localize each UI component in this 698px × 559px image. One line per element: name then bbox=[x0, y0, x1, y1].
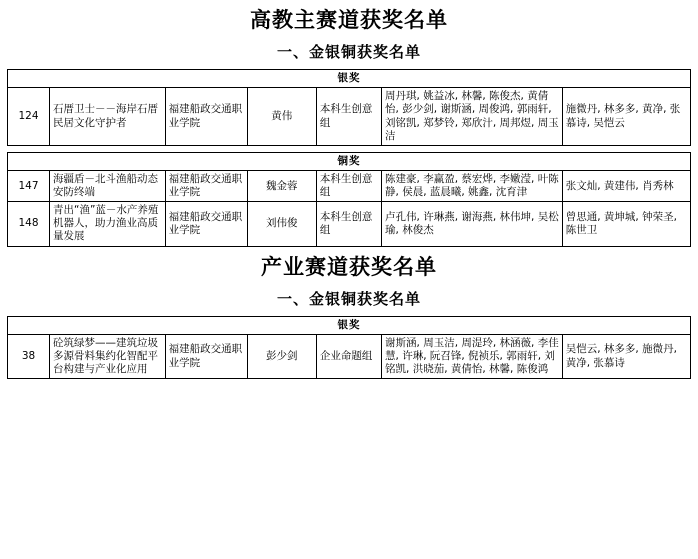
section-subtitle-1: 一、金银铜获奖名单 bbox=[276, 43, 421, 62]
section-subtitle-2: 一、金银铜获奖名单 bbox=[276, 289, 421, 308]
row-group: 企业命题组 bbox=[316, 334, 381, 378]
band-header-row bbox=[8, 70, 691, 88]
table-row bbox=[8, 88, 691, 146]
band-header-row bbox=[8, 316, 691, 334]
row-id: 148 bbox=[8, 202, 50, 246]
row-school: 福建船政交通职业学院 bbox=[165, 202, 247, 246]
section-title-2: 产业赛道获奖名单 bbox=[261, 254, 437, 279]
row-leader: 刘伟俊 bbox=[247, 202, 316, 246]
row-project: 青出“渔”蓝－水产养殖机器人，助力渔业高质量发展 bbox=[50, 202, 166, 246]
row-leader: 魏金蓉 bbox=[247, 170, 316, 201]
document-page bbox=[0, 8, 698, 559]
row-id: 38 bbox=[8, 334, 50, 378]
row-project: 海疆盾－北斗渔船动态安防终端 bbox=[50, 170, 166, 201]
row-members: 陈建豪, 李赢盈, 蔡宏烨, 李嫩滢, 叶陈静, 侯晨, 蓝晨曦, 姚鑫, 沈育津 bbox=[382, 170, 563, 201]
table-row bbox=[8, 202, 691, 246]
row-group: 本科生创意组 bbox=[316, 88, 381, 146]
row-members: 卢孔伟, 许琳燕, 谢海燕, 林伟坤, 吴松瑜, 林俊杰 bbox=[382, 202, 563, 246]
band-header-row bbox=[8, 152, 691, 170]
row-project: 砼筑绿梦——建筑垃圾多源骨料集约化智配平台构建与产业化应用 bbox=[50, 334, 166, 378]
row-members: 周丹琪, 姚益冰, 林馨, 陈俊杰, 黄倩怡, 彭少剑, 谢斯涵, 周俊鸿, 郭雨轩, 刘铭凯, 郑梦铃, 郑欣汁, 周邦煜, 周玉洁 bbox=[382, 88, 563, 146]
row-leader: 黄伟 bbox=[247, 88, 316, 146]
award-table-2 bbox=[7, 152, 691, 247]
row-teachers: 施微丹, 林多多, 黄净, 张慕诗, 吴恺云 bbox=[562, 88, 690, 146]
award-table-1 bbox=[7, 69, 691, 146]
table-row bbox=[8, 170, 691, 201]
band-label-bronze-1: 铜奖 bbox=[8, 152, 691, 170]
band-label-silver-2: 银奖 bbox=[8, 316, 691, 334]
row-members: 谢斯涵, 周玉洁, 周湜玲, 林涵薇, 李佳慧, 许琳, 阮召锋, 倪祯乐, 郭雨轩, 刘铭凯, 洪晓茄, 黄倩怡, 林馨, 陈俊鸿 bbox=[382, 334, 563, 378]
award-table-3 bbox=[7, 316, 691, 380]
row-teachers: 吴恺云, 林多多, 施微丹, 黄净, 张慕诗 bbox=[562, 334, 690, 378]
row-group: 本科生创意组 bbox=[316, 202, 381, 246]
row-id: 147 bbox=[8, 170, 50, 201]
table-row bbox=[8, 334, 691, 378]
row-school: 福建船政交通职业学院 bbox=[165, 88, 247, 146]
row-teachers: 曾思通, 黄坤城, 钟荣圣, 陈世卫 bbox=[562, 202, 690, 246]
row-school: 福建船政交通职业学院 bbox=[165, 170, 247, 201]
row-leader: 彭少剑 bbox=[247, 334, 316, 378]
section-title-1: 高教主赛道获奖名单 bbox=[250, 8, 448, 32]
row-group: 本科生创意组 bbox=[316, 170, 381, 201]
row-teachers: 张文灿, 黄建伟, 肖秀林 bbox=[562, 170, 690, 201]
row-id: 124 bbox=[8, 88, 50, 146]
band-label-silver-1: 银奖 bbox=[8, 70, 691, 88]
row-project: 石厝卫士－－海岸石厝民居文化守护者 bbox=[50, 88, 166, 146]
row-school: 福建船政交通职业学院 bbox=[165, 334, 247, 378]
